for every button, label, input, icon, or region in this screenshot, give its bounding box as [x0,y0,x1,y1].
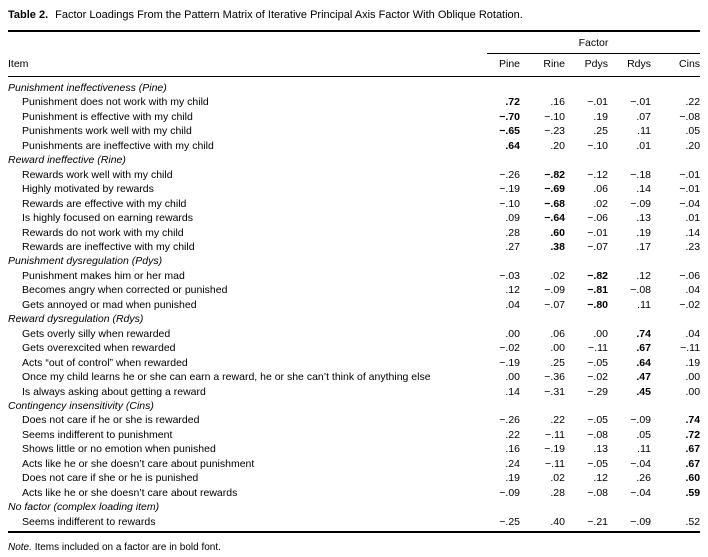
loading-value: −.09 [630,515,651,528]
loading-value: .14 [505,385,520,398]
table-title [8,0,700,30]
loading-value: −.11 [680,342,701,355]
item-label: Becomes angry when corrected or punished [22,284,228,297]
loading-value: .06 [593,183,608,196]
loading-value: −.05 [587,356,608,369]
item-label: Acts like he or she doesn’t care about punishment [22,457,255,470]
loading-value: −.11 [545,457,565,470]
loading-value: .64 [505,139,520,152]
section-header-row [8,399,700,413]
section-label: No factor (complex loading item) [8,501,160,514]
column-header-rdys: Rdys [608,54,651,77]
loading-value: .01 [636,139,651,152]
loading-value: .14 [685,226,701,239]
item-label: Rewards do not work with my child [22,226,184,239]
loading-value: .05 [636,428,651,441]
loading-value: −.80 [587,298,608,311]
loading-value: −.68 [544,197,565,210]
item-label: Once my child learns he or she can earn a reward, he or she can’t think of anything else [22,371,431,384]
item-row [8,211,700,225]
loading-value: .22 [505,428,520,441]
table-caption: Factor Loadings From the Pattern Matrix of Iterative Principal Axis Factor With Oblique Rotation. [55,9,523,21]
loading-value: −.64 [544,212,565,225]
loading-value: .25 [550,356,565,369]
loading-value: .20 [685,139,701,152]
loading-value: .64 [636,356,651,369]
table-note [8,541,700,554]
item-label: Punishment does not work with my child [22,96,209,109]
loading-value: .60 [550,226,565,239]
loading-value: .16 [550,96,565,109]
item-row [8,341,700,355]
loading-value: −.03 [499,269,520,282]
factor-spanner-label: Factor [487,37,700,54]
loading-value: −.19 [544,443,565,456]
loading-value: −.08 [587,428,608,441]
loading-value: .02 [550,472,565,485]
loading-value: −.23 [544,125,565,138]
item-row [8,226,700,240]
loading-value: .25 [593,125,608,138]
loading-value: .06 [550,327,565,340]
item-row [8,298,700,312]
loading-value: .07 [636,110,651,123]
loading-value: −.07 [587,240,608,253]
loading-value: .12 [505,284,520,297]
loading-value: .04 [685,284,701,297]
loading-value: .45 [636,385,651,398]
loading-value: .72 [685,428,701,441]
loading-value: −.02 [679,298,701,311]
spanner-spacer [8,31,475,54]
section-label: Punishment dysregulation (Pdys) [8,255,163,268]
item-label: Gets annoyed or mad when punished [22,298,197,311]
loading-value: −.81 [587,284,608,297]
loading-value: .00 [505,371,520,384]
loading-value: .38 [550,240,565,253]
loading-value: −.09 [544,284,565,297]
loading-value: .00 [593,327,608,340]
item-row [8,370,700,384]
loading-value: .17 [636,240,651,253]
loading-value: −.04 [679,197,701,210]
loading-value: .09 [505,212,520,225]
loading-value: .00 [505,327,520,340]
loading-value: −.18 [630,168,651,181]
loading-value: .14 [636,183,651,196]
column-header-pdys: Pdys [565,54,608,77]
loading-value: .59 [685,486,701,499]
loading-value: .04 [505,298,520,311]
loading-value: .11 [637,443,651,456]
item-row [8,197,700,211]
loading-value: −.01 [587,226,608,239]
loading-value: −.01 [587,96,608,109]
loading-value: −.05 [587,414,608,427]
loading-value: .40 [550,515,565,528]
section-header-row [8,500,700,514]
loading-value: .02 [550,269,565,282]
item-label: Rewards are effective with my child [22,197,187,210]
loading-value: .19 [685,356,701,369]
item-label: Punishments work well with my child [22,125,192,138]
item-label: Does not care if he or she is rewarded [22,414,200,427]
item-row [8,124,700,138]
item-row [8,356,700,370]
loading-value: .67 [685,457,701,470]
item-label: Punishment makes him or her mad [22,269,185,282]
item-row [8,428,700,442]
section-header-row [8,254,700,268]
loading-value: −.08 [587,486,608,499]
loading-value: −.82 [544,168,565,181]
table-number: Table 2. [8,9,49,21]
loading-value: −.06 [679,269,701,282]
loading-value: .05 [685,125,701,138]
item-label: Punishments are ineffective with my child [22,139,214,152]
loading-value: .52 [685,515,701,528]
loading-value: .74 [636,327,651,340]
item-label: Seems indifferent to punishment [22,428,173,441]
item-label: Is highly focused on earning rewards [22,212,194,225]
item-row [8,457,700,471]
loading-value: .74 [685,414,701,427]
loading-value: −.69 [544,183,565,196]
loading-value: .23 [685,240,701,253]
section-label: Contingency insensitivity (Cins) [8,399,154,412]
loading-value: .67 [685,443,701,456]
item-row [8,515,700,532]
loading-value: −.29 [587,385,608,398]
loading-value: −.07 [544,298,565,311]
item-label: Gets overly silly when rewarded [22,327,171,340]
loading-value: .11 [637,298,651,311]
loading-value: −.36 [544,371,565,384]
table-body [8,77,700,533]
loading-value: .67 [636,342,651,355]
loading-value: .20 [550,139,565,152]
loading-value: .12 [593,472,608,485]
item-row [8,327,700,341]
loading-value: −.09 [630,197,651,210]
section-header-row [8,312,700,326]
section-label: Reward ineffective (Rine) [8,154,126,167]
loading-value: .00 [550,342,565,355]
loading-value: −.10 [499,197,520,210]
loading-value: .01 [685,212,701,225]
loading-value: −.11 [588,342,608,355]
item-row [8,413,700,427]
item-label: Does not care if she or he is punished [22,472,199,485]
item-label: Is always asking about getting a reward [22,385,206,398]
item-column-header: Item [8,54,475,77]
loading-value: −.02 [587,371,608,384]
item-label: Punishment is effective with my child [22,110,193,123]
loading-value: .19 [593,110,608,123]
item-label: Seems indifferent to rewards [22,515,156,528]
loading-value: .19 [505,472,520,485]
factor-loadings-table [8,30,700,533]
factor-spanner-cell [475,31,700,54]
loading-value: .16 [505,443,520,456]
loading-value: −.02 [499,342,520,355]
loading-value: .72 [505,96,520,109]
factor-spanner-row [8,31,700,54]
loading-value: .11 [637,125,651,138]
item-row [8,95,700,109]
loading-value: −.19 [499,183,520,196]
section-header-row [8,153,700,167]
loading-value: .12 [636,269,651,282]
section-label: Punishment ineffectiveness (Pine) [8,82,167,94]
loading-value: .13 [593,443,608,456]
loading-value: .28 [550,486,565,499]
item-row [8,182,700,196]
section-header-row [8,77,700,96]
note-text: Items included on a factor are in bold font. [34,542,221,554]
item-label: Gets overexcited when rewarded [22,342,176,355]
loading-value: −.82 [587,269,608,282]
item-label: Rewards are ineffective with my child [22,240,195,253]
loading-value: −.04 [630,457,651,470]
loading-value: −.06 [587,212,608,225]
column-header-row [8,54,700,77]
loading-value: −.12 [587,168,608,181]
loading-value: −.09 [630,414,651,427]
loading-value: −.19 [499,356,520,369]
item-row [8,442,700,456]
item-row [8,385,700,399]
item-label: Rewards work well with my child [22,168,173,181]
loading-value: .00 [685,371,701,384]
loading-value: −.70 [499,110,520,123]
column-header-pine: Pine [475,54,520,77]
loading-value: .19 [636,226,651,239]
loading-value: −.26 [499,168,520,181]
loading-value: −.10 [544,110,565,123]
loading-value: .47 [636,371,651,384]
loading-value: −.25 [499,515,520,528]
loading-value: −.65 [499,125,520,138]
loading-value: −.08 [630,284,651,297]
loading-value: −.21 [587,515,608,528]
loading-value: −.31 [544,385,565,398]
item-row [8,139,700,153]
loading-value: .00 [685,385,701,398]
loading-value: −.01 [630,96,651,109]
item-row [8,168,700,182]
loading-value: .24 [505,457,520,470]
note-label: Note. [8,542,32,554]
section-label: Reward dysregulation (Rdys) [8,313,144,326]
loading-value: −.04 [630,486,651,499]
loading-value: .28 [505,226,520,239]
item-row [8,486,700,500]
item-label: Highly motivated by rewards [22,183,154,196]
loading-value: .04 [685,327,701,340]
loading-value: .13 [636,212,651,225]
column-header-rine: Rine [520,54,565,77]
item-row [8,471,700,485]
item-row [8,110,700,124]
loading-value: .60 [685,472,701,485]
item-row [8,269,700,283]
item-label: Shows little or no emotion when punished [22,443,216,456]
loading-value: .22 [550,414,565,427]
item-label: Acts “out of control” when rewarded [22,356,188,369]
loading-value: −.01 [679,168,701,181]
loading-value: −.01 [679,183,701,196]
loading-value: .22 [685,96,701,109]
loading-value: −.10 [587,139,608,152]
loading-value: −.08 [679,110,701,123]
column-header-cins: Cins [651,54,700,77]
loading-value: −.05 [587,457,608,470]
loading-value: −.09 [499,486,520,499]
loading-value: .02 [593,197,608,210]
loading-value: −.26 [499,414,520,427]
item-label: Acts like he or she doesn’t care about rewards [22,486,238,499]
item-row [8,283,700,297]
item-row [8,240,700,254]
loading-value: −.11 [545,428,565,441]
loading-value: .26 [636,472,651,485]
loading-value: .27 [505,240,520,253]
